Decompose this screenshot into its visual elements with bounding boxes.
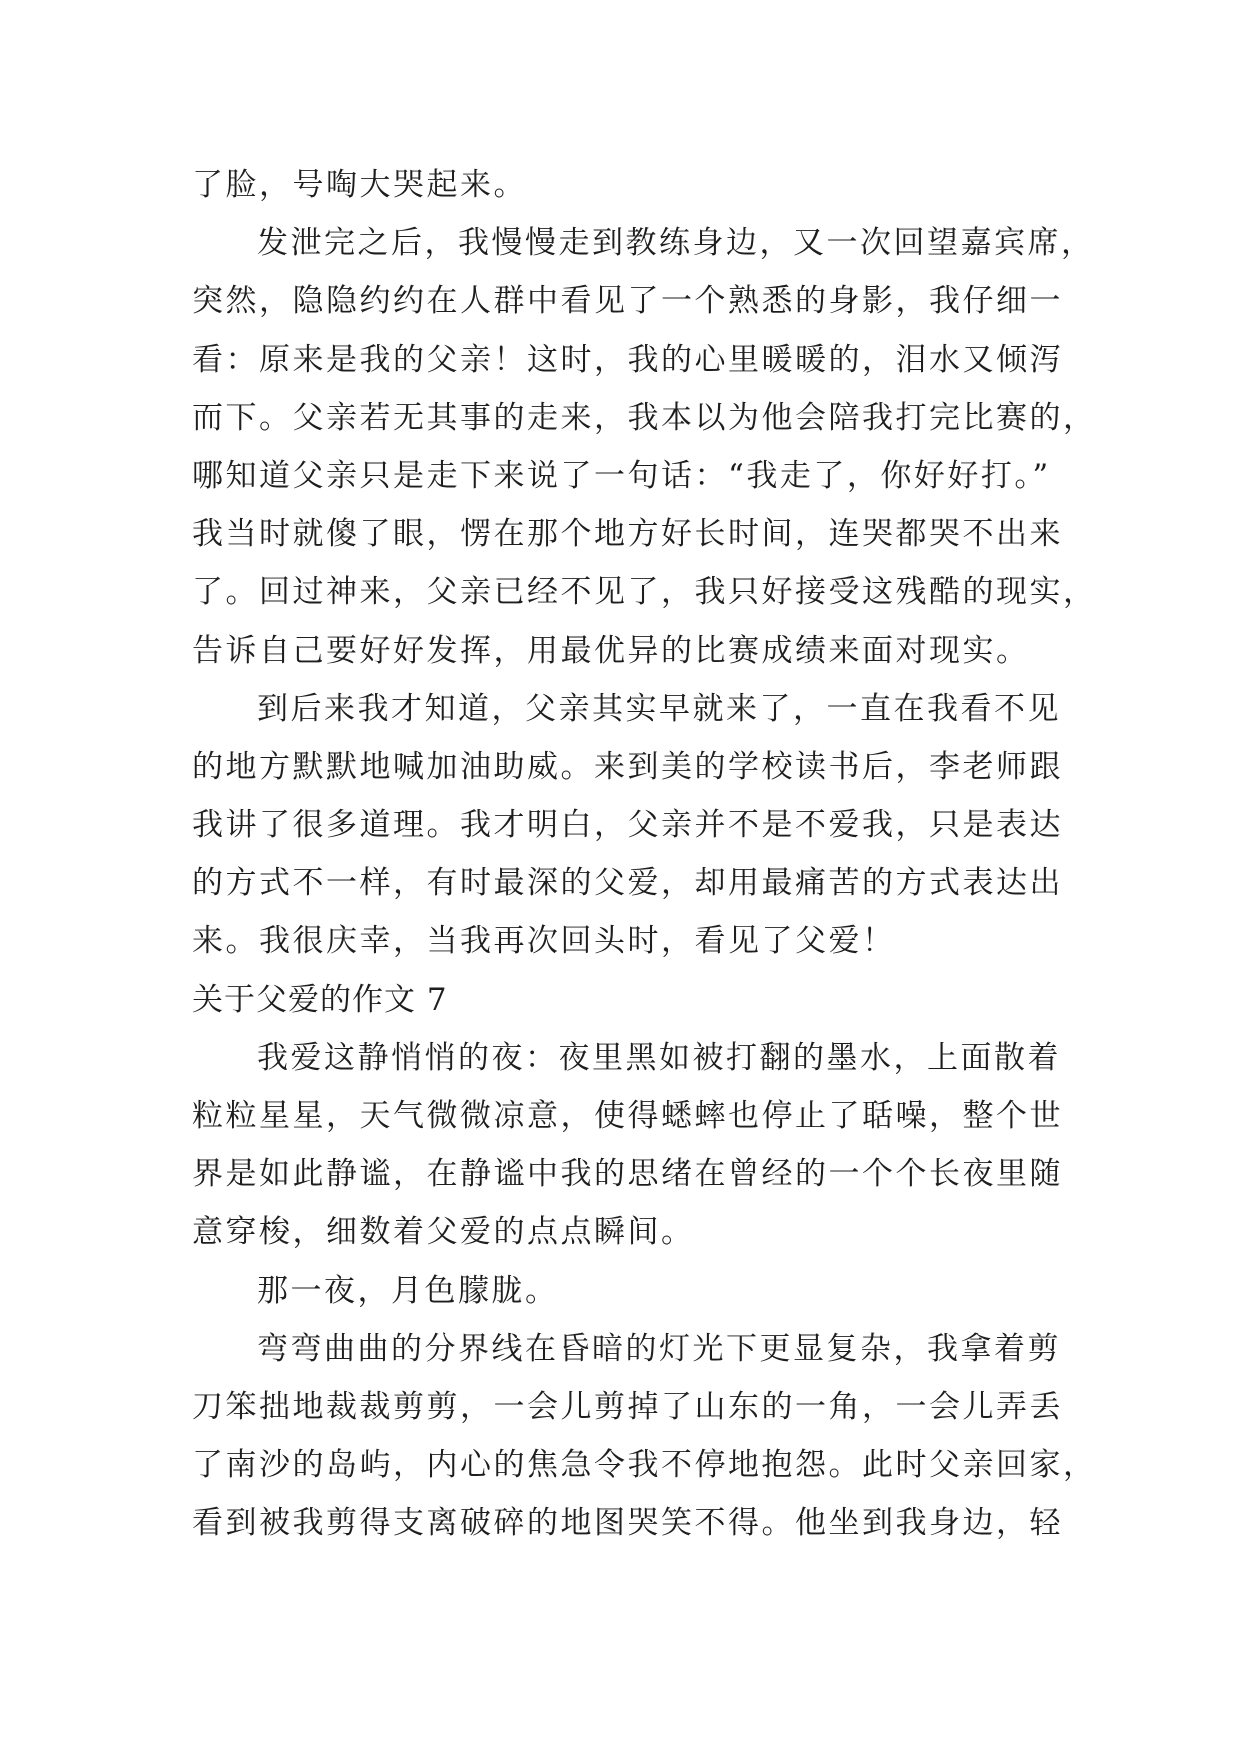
text-line: 弯弯曲曲的分界线在昏暗的灯光下更显复杂，我拿着剪 [257, 1330, 1061, 1367]
text-line: 粒粒星星，天气微微凉意，使得蟋蟀也停止了聒噪，整个世 [192, 1098, 1063, 1134]
text-line: 刀笨拙地裁裁剪剪，一会儿剪掉了山东的一角，一会儿弄丢 [192, 1388, 1063, 1425]
text-line: 意穿梭，细数着父爱的点点瞬间。 [192, 1214, 695, 1251]
text-line: 界是如此静谧，在静谧中我的思绪在曾经的一个个长夜里随 [192, 1156, 1063, 1193]
text-line: 到后来我才知道，父亲其实早就来了，一直在我看不见 [257, 690, 1061, 727]
section-heading: 关于父爱的作文 7 [192, 981, 448, 1018]
text-line: 的地方默默地喊加油助威。来到美的学校读书后，李老师跟 [192, 748, 1063, 785]
essay-body [192, 156, 1097, 1553]
text-line: 了脸，号啕大哭起来。 [192, 167, 527, 203]
text-line: 我爱这静悄悄的夜：夜里黑如被打翻的墨水，上面散着 [257, 1039, 1061, 1076]
text-line: 而下。父亲若无其事的走来，我本以为他会陪我打完比赛的， [192, 399, 1097, 436]
text-line: 了南沙的岛屿，内心的焦急令我不停地抱怨。此时父亲回家， [192, 1447, 1097, 1484]
text-line: 来。我很庆幸，当我再次回头时，看见了父爱！ [192, 923, 896, 960]
text-line: 的方式不一样，有时最深的父爱，却用最痛苦的方式表达出 [192, 865, 1063, 902]
text-line: 了。回过神来，父亲已经不见了，我只好接受这残酷的现实， [192, 574, 1097, 611]
text-line: 那一夜，月色朦胧。 [257, 1272, 559, 1309]
text-line: 我当时就傻了眼，愣在那个地方好长时间，连哭都哭不出来 [192, 516, 1063, 553]
text-line: 发泄完之后，我慢慢走到教练身边，又一次回望嘉宾席， [257, 225, 1095, 262]
text-line: 看到被我剪得支离破碎的地图哭笑不得。他坐到我身边，轻 [192, 1505, 1063, 1542]
text-line: 看：原来是我的父亲！这时，我的心里暖暖的，泪水又倾泻 [192, 341, 1063, 378]
text-line: 突然，隐隐约约在人群中看见了一个熟悉的身影，我仔细一 [192, 283, 1063, 320]
text-line: 告诉自己要好好发挥，用最优异的比赛成绩来面对现实。 [192, 632, 1030, 669]
text-line: 哪知道父亲只是走下来说了一句话：“我走了，你好好打。” [192, 457, 1051, 494]
text-line: 我讲了很多道理。我才明白，父亲并不是不爱我，只是表达 [192, 807, 1063, 844]
